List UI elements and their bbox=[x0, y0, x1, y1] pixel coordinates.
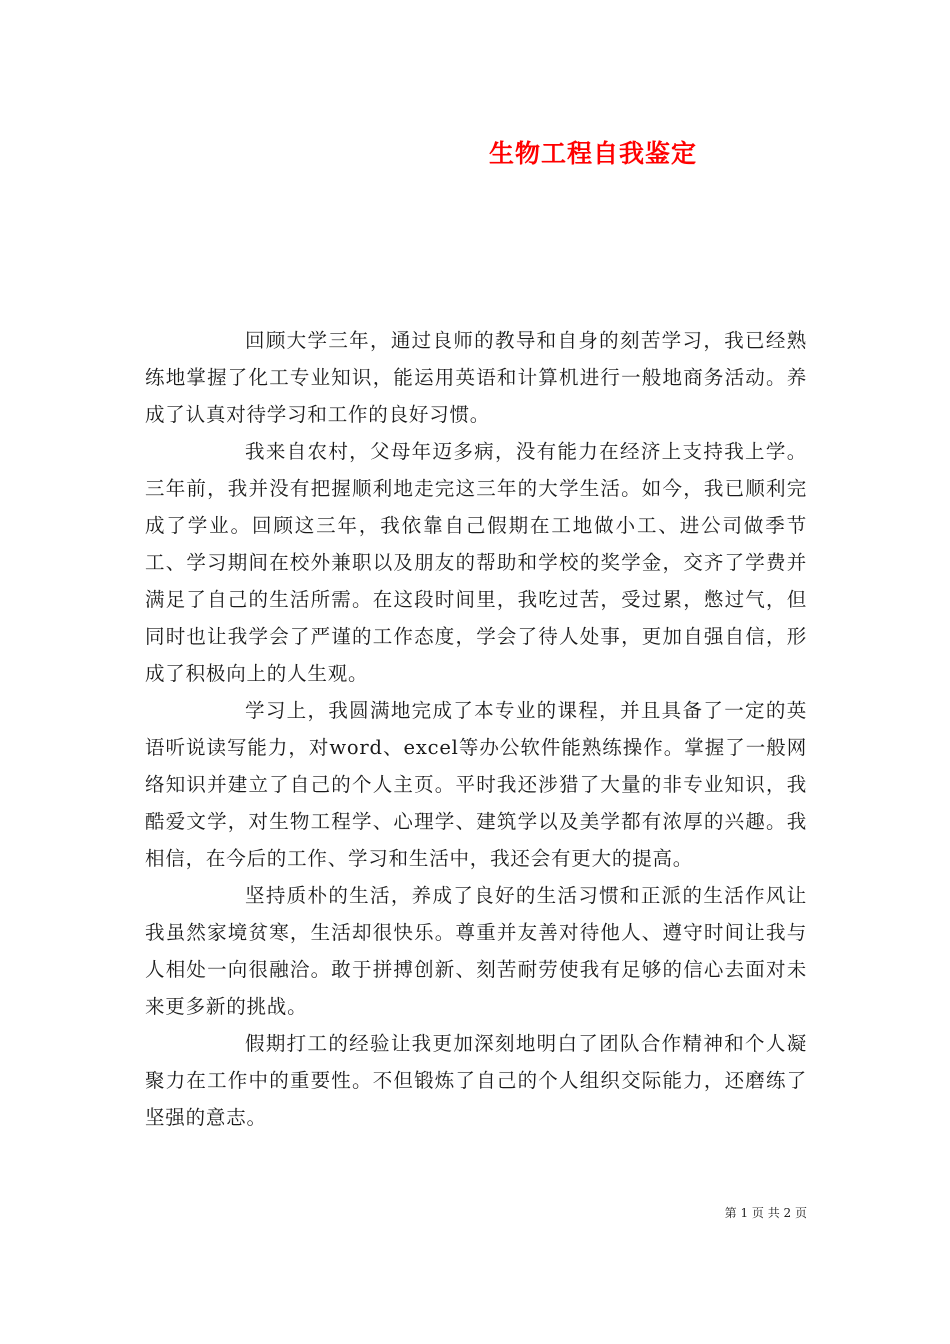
paragraph-5: 假期打工的经验让我更加深刻地明白了团队合作精神和个人凝聚力在工作中的重要性。不但锻炼了自己的个人组织交际能力，还磨练了坚强的意志。 bbox=[145, 1032, 807, 1129]
page-number-footer: 第 1 页 共 2 页 bbox=[724, 1206, 807, 1220]
paragraph-1: 回顾大学三年，通过良师的教导和自身的刻苦学习，我已经熟练地掌握了化工专业知识，能运用英语和计算机进行一般地商务活动。养成了认真对待学习和工作的良好习惯。 bbox=[145, 329, 807, 426]
document-title: 生物工程自我鉴定 bbox=[489, 139, 698, 168]
document-body bbox=[145, 322, 807, 1136]
paragraph-3: 学习上，我圆满地完成了本专业的课程，并且具备了一定的英语听说读写能力，对word、excel等办公软件能熟练操作。掌握了一般网络知识并建立了自己的个人主页。平时我还涉猎了大量的非专业知识，我酷爱文学，对生物工程学、心理学、建筑学以及美学都有浓厚的兴趣。我相信，在今后的工作、学习和生活中，我还会有更大的提高。 bbox=[145, 699, 807, 870]
paragraph-2: 我来自农村，父母年迈多病，没有能力在经济上支持我上学。三年前，我并没有把握顺利地走完这三年的大学生活。如今，我已顺利完成了学业。回顾这三年，我依靠自己假期在工地做小工、进公司做季节工、学习期间在校外兼职以及朋友的帮助和学校的奖学金，交齐了学费并满足了自己的生活所需。在这段时间里，我吃过苦，受过累，憋过气，但同时也让我学会了严谨的工作态度，学会了待人处事，更加自强自信，形成了积极向上的人生观。 bbox=[145, 440, 807, 685]
paragraph-4: 坚持质朴的生活，养成了良好的生活习惯和正派的生活作风让我虽然家境贫寒，生活却很快乐。尊重并友善对待他人、遵守时间让我与人相处一向很融洽。敢于拼搏创新、刻苦耐劳使我有足够的信心去面对未来更多新的挑战。 bbox=[145, 884, 807, 1018]
